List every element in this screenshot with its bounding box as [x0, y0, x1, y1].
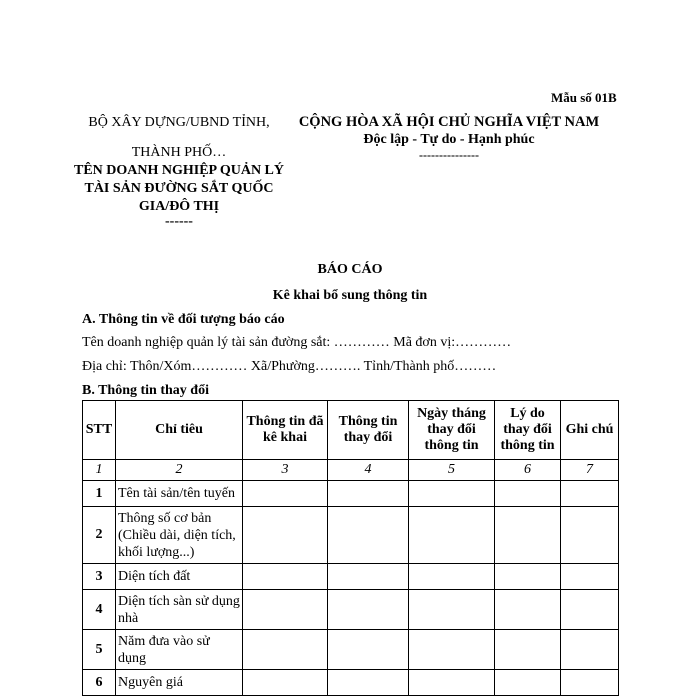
- col-header-declared-info: Thông tin đã kê khai: [243, 401, 328, 460]
- table-row: [83, 590, 619, 630]
- changed-info-cell[interactable]: [328, 670, 409, 696]
- national-header: [284, 113, 614, 161]
- change-reason-cell[interactable]: [495, 564, 561, 590]
- change-info-table: [82, 400, 619, 696]
- form-number: Mẫu số 01B: [551, 90, 617, 105]
- col-number: 3: [243, 460, 328, 481]
- table-row: [83, 507, 619, 564]
- row-stt: 1: [83, 481, 116, 507]
- declared-info-cell[interactable]: [243, 564, 328, 590]
- notes-cell[interactable]: [561, 670, 619, 696]
- change-date-cell[interactable]: [409, 670, 495, 696]
- change-reason-cell[interactable]: [495, 670, 561, 696]
- declared-info-cell[interactable]: [243, 670, 328, 696]
- change-date-cell[interactable]: [409, 481, 495, 507]
- section-a-heading: A. Thông tin về đối tượng báo cáo: [82, 312, 285, 327]
- changed-info-cell[interactable]: [328, 481, 409, 507]
- notes-cell[interactable]: [561, 481, 619, 507]
- row-indicator: Năm đưa vào sử dụng: [116, 630, 243, 670]
- national-motto: Độc lập - Tự do - Hạnh phúc: [363, 132, 535, 147]
- change-date-cell[interactable]: [409, 590, 495, 630]
- col-number: 6: [495, 460, 561, 481]
- row-indicator: Diện tích sàn sử dụng nhà: [116, 590, 243, 630]
- issuing-authority-header: [68, 114, 290, 228]
- notes-cell[interactable]: [561, 564, 619, 590]
- col-number: 7: [561, 460, 619, 481]
- table-header-row: [83, 401, 619, 460]
- col-number: 4: [328, 460, 409, 481]
- col-header-indicator: Chỉ tiêu: [116, 401, 243, 460]
- table-row: [83, 564, 619, 590]
- col-number: 1: [83, 460, 116, 481]
- change-date-cell[interactable]: [409, 630, 495, 670]
- table-row: [83, 670, 619, 696]
- notes-cell[interactable]: [561, 590, 619, 630]
- organization-name: TÊN DOANH NGHIỆP QUẢN LÝ TÀI SẢN ĐƯỜNG SẮT QUỐC GIA/ĐÔ THỊ: [73, 163, 285, 214]
- declared-info-cell[interactable]: [243, 630, 328, 670]
- declared-info-cell[interactable]: [243, 590, 328, 630]
- change-reason-cell[interactable]: [495, 630, 561, 670]
- right-separator: ---------------: [419, 148, 479, 162]
- col-number: 2: [116, 460, 243, 481]
- row-stt: 5: [83, 630, 116, 670]
- changed-info-cell[interactable]: [328, 630, 409, 670]
- left-separator: ------: [165, 214, 193, 229]
- report-subtitle: Kê khai bổ sung thông tin: [272, 288, 428, 303]
- declared-info-cell[interactable]: [243, 507, 328, 564]
- table-row: [83, 630, 619, 670]
- col-header-notes: Ghi chú: [561, 401, 619, 460]
- row-stt: 4: [83, 590, 116, 630]
- nation-name: CỘNG HÒA XÃ HỘI CHỦ NGHĨA VIỆT NAM: [298, 114, 600, 130]
- row-indicator: Thông số cơ bản (Chiều dài, diện tích, khối lượng...): [116, 507, 243, 564]
- declared-info-cell[interactable]: [243, 481, 328, 507]
- enterprise-name-line: Tên doanh nghiệp quản lý tài sản đường sắt: ………… Mã đơn vị:…………: [82, 335, 512, 350]
- changed-info-cell[interactable]: [328, 564, 409, 590]
- table-row: [83, 481, 619, 507]
- ministry-line-2: THÀNH PHỐ…: [131, 145, 227, 160]
- changed-info-cell[interactable]: [328, 507, 409, 564]
- row-stt: 6: [83, 670, 116, 696]
- change-date-cell[interactable]: [409, 564, 495, 590]
- col-number: 5: [409, 460, 495, 481]
- row-indicator: Nguyên giá: [116, 670, 243, 696]
- notes-cell[interactable]: [561, 630, 619, 670]
- row-stt: 3: [83, 564, 116, 590]
- section-b-heading: B. Thông tin thay đổi: [82, 383, 209, 398]
- change-reason-cell[interactable]: [495, 590, 561, 630]
- report-title: BÁO CÁO: [317, 262, 383, 277]
- col-header-change-reason: Lý do thay đổi thông tin: [495, 401, 561, 460]
- address-line: Địa chỉ: Thôn/Xóm………… Xã/Phường………. Tỉnh/Thành phố………: [82, 359, 497, 374]
- change-reason-cell[interactable]: [495, 481, 561, 507]
- changed-info-cell[interactable]: [328, 590, 409, 630]
- column-number-row: [83, 460, 619, 481]
- change-reason-cell[interactable]: [495, 507, 561, 564]
- col-header-changed-info: Thông tin thay đổi: [328, 401, 409, 460]
- col-header-stt: STT: [83, 401, 116, 460]
- notes-cell[interactable]: [561, 507, 619, 564]
- ministry-line-1: BỘ XÂY DỰNG/UBND TỈNH,: [88, 115, 270, 130]
- row-indicator: Tên tài sản/tên tuyến: [116, 481, 243, 507]
- row-stt: 2: [83, 507, 116, 564]
- row-indicator: Diện tích đất: [116, 564, 243, 590]
- col-header-change-date: Ngày tháng thay đổi thông tin: [409, 401, 495, 460]
- change-date-cell[interactable]: [409, 507, 495, 564]
